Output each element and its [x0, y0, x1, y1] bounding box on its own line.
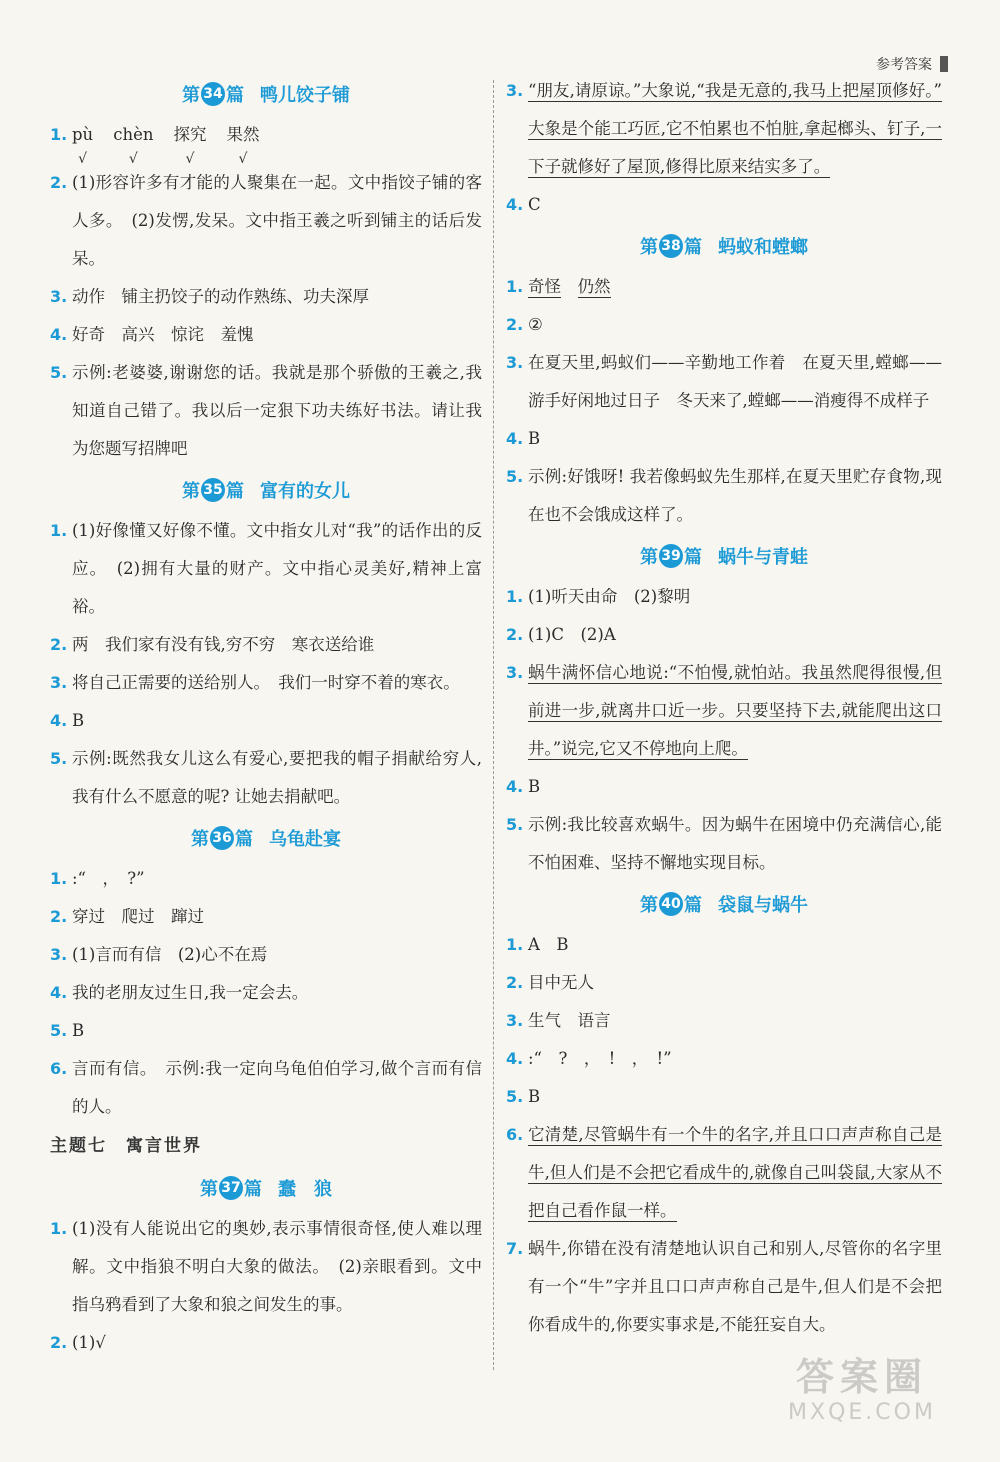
answer-item: 1. (1)听天由命 (2)黎明 [506, 587, 691, 606]
column-divider [493, 80, 494, 1370]
answer-item: 2. 目中无人 [506, 973, 594, 992]
answer-item: 4. :“ ? ， ! ， !” [506, 1049, 672, 1068]
check-icon: √ [78, 151, 88, 167]
section-title: 蠢 狼 [278, 1179, 332, 1200]
answer-item: 4. B [506, 777, 541, 796]
answer-item: 1. A B [506, 935, 569, 954]
answer-item: 3. 在夏天里,蚂蚁们——辛勤地工作着 在夏天里,螳螂——游手好闲地过日子 冬天来了,螳螂——消瘦得不成样子 [506, 353, 942, 410]
section-heading-37 [50, 1166, 482, 1210]
circle-number: 38 [659, 234, 683, 258]
section-heading-40 [506, 882, 942, 926]
section-title: 蜗牛与青蛙 [718, 547, 808, 568]
section-number-badge: 第 35 篇 [182, 477, 244, 503]
answer-item: 2. 两 我们家有没有钱,穷不穷 寒衣送给谁 [50, 635, 375, 654]
watermark-url: MXQE.COM [788, 1400, 936, 1425]
answer-item: 3. 动作 铺主扔饺子的动作熟练、功夫深厚 [50, 287, 369, 306]
right-column [506, 72, 942, 1344]
answer-item: 1. :“ ， ?” [50, 869, 145, 888]
answer-item: 3. 蜗牛满怀信心地说:“不怕慢,就怕站。我虽然爬得很慢,但前进一步,就离井口近一步。只要坚持下去,就能爬出这口井。”说完,它又不停地向上爬。 [506, 663, 942, 758]
header-mark-icon [940, 56, 948, 72]
circle-number: 37 [219, 1176, 243, 1200]
answer-item: 5. 示例:我比较喜欢蜗牛。因为蜗牛在困境中仍充满信心,能不怕困难、坚持不懈地实现目标。 [506, 815, 942, 872]
underlined-answer: 大象是个能工巧匠,它不怕累也不怕脏,拿起榔头、钉子,一下子就修好了屋顶,修得比原来结实多了。 [528, 119, 942, 176]
answer-item: 5. 示例:好饿呀! 我若像蚂蚁先生那样,在夏天里贮存食物,现在也不会饿成这样了。 [506, 467, 942, 524]
circle-number: 36 [210, 826, 234, 850]
answer-item: 1. (1)没有人能说出它的奥妙,表示事情很奇怪,使人难以理解。文中指狼不明白大象的做法。 (2)亲眼看到。文中指乌鸦看到了大象和狼之间发生的事。 [50, 1219, 482, 1314]
answer-item: 3. 将自己正需要的送给别人。 我们一时穿不着的寒衣。 [50, 673, 460, 692]
section-title: 袋鼠与蜗牛 [718, 895, 808, 916]
answer-item: 2. ② [506, 315, 543, 334]
answer-item: 3. (1)言而有信 (2)心不在焉 [50, 945, 268, 964]
answer-item: 5. B [506, 1087, 541, 1106]
theme-heading: 主题七 寓言世界 [50, 1136, 202, 1156]
answer-item: 5. B [50, 1021, 85, 1040]
answer-item: 4. 我的老朋友过生日,我一定会去。 [50, 983, 309, 1002]
section-heading-38 [506, 224, 942, 268]
answer-item: 2. 穿过 爬过 蹿过 [50, 907, 204, 926]
section-number-badge: 第 38 篇 [640, 233, 702, 259]
section-number-badge: 第 40 篇 [640, 891, 702, 917]
underlined-answer: 蜗牛满怀信心地说:“不怕慢,就怕站。我虽然爬得很慢,但前进一步,就离井口近一步。只要坚持下去,就能爬出这口井。”说完,它又不停地向上爬。 [528, 663, 942, 758]
section-heading-39 [506, 534, 942, 578]
answer-item: 3. “朋友,请原谅。”大象说,“我是无意的,我马上把屋顶修好。” 大象是个能工巧匠,它不怕累也不怕脏,拿起榔头、钉子,一下子就修好了屋顶,修得比原来结实多了。 [506, 81, 942, 176]
circle-number: 40 [659, 892, 683, 916]
underlined-answer: 它清楚,尽管蜗牛有一个牛的名字,并且口口声声称自己是牛,但人们是不会把它看成牛的,就像自己叫袋鼠,大家从不把自己看作鼠一样。 [528, 1125, 942, 1220]
underlined-answer: 仍然 [577, 277, 611, 296]
section-number-badge: 第 39 篇 [640, 543, 702, 569]
answer-item: 4. 好奇 高兴 惊诧 羞愧 [50, 325, 254, 344]
section-number-badge: 第 34 篇 [182, 81, 244, 107]
section-heading-34 [50, 72, 482, 116]
check-icon: √ [185, 151, 195, 167]
answer-item: 2. (1)形容许多有才能的人聚集在一起。文中指饺子铺的客人多。 (2)发愣,发呆。文中指王羲之听到铺主的话后发呆。 [50, 173, 482, 268]
answer-item: 4. B [506, 429, 541, 448]
answer-item: 4. B [50, 711, 85, 730]
answer-item: 6. 言而有信。 示例:我一定向乌龟伯伯学习,做个言而有信的人。 [50, 1059, 482, 1116]
circle-number: 34 [201, 82, 225, 106]
answer-item: 1. pù √ chèn √ 探究 √ 果然 √ [50, 116, 482, 164]
answer-item: 5. 示例:既然我女儿这么有爱心,要把我的帽子捐献给穷人,我有什么不愿意的呢? 让她去捐献吧。 [50, 749, 482, 806]
answer-item: 5. 示例:老婆婆,谢谢您的话。我就是那个骄傲的王羲之,我知道自己错了。我以后一定狠下功夫练好书法。请让我为您题写招牌吧 [50, 363, 482, 458]
answer-item: 1. (1)好像懂又好像不懂。文中指女儿对“我”的话作出的反应。 (2)拥有大量的财产。文中指心灵美好,精神上富裕。 [50, 521, 482, 616]
underlined-answer: “朋友,请原谅。”大象说,“我是无意的,我马上把屋顶修好。” [528, 81, 942, 100]
watermark-logo [752, 1354, 972, 1434]
circle-number: 35 [201, 478, 225, 502]
section-title: 乌龟赴宴 [269, 829, 341, 850]
left-column [50, 72, 482, 1362]
section-number-badge: 第 37 篇 [200, 1175, 262, 1201]
section-heading-36 [50, 816, 482, 860]
answer-item: 2. (1)C (2)A [506, 625, 616, 644]
section-title: 蚂蚁和螳螂 [718, 237, 808, 258]
section-title: 富有的女儿 [260, 481, 350, 502]
answer-item: 1. 奇怪 仍然 [506, 277, 611, 296]
section-number-badge: 第 36 篇 [191, 825, 253, 851]
answer-item: 2. (1)√ [50, 1333, 106, 1352]
answer-item: 4. C [506, 195, 541, 214]
section-title: 鸭儿饺子铺 [260, 85, 350, 106]
answer-item: 3. 生气 语言 [506, 1011, 611, 1030]
pinyin-answers: pù √ chèn √ 探究 √ 果然 √ [72, 125, 260, 167]
section-heading-35 [50, 468, 482, 512]
header-title: 参考答案 [876, 57, 932, 73]
underlined-answer: 奇怪 [528, 277, 561, 296]
check-icon: √ [128, 151, 138, 167]
check-icon: √ [238, 151, 248, 167]
circle-number: 39 [659, 544, 683, 568]
answer-item: 6. 它清楚,尽管蜗牛有一个牛的名字,并且口口声声称自己是牛,但人们是不会把它看成牛的,就像自己叫袋鼠,大家从不把自己看作鼠一样。 [506, 1125, 942, 1220]
watermark-text: 答案圈 [795, 1355, 928, 1399]
answer-item: 7. 蜗牛,你错在没有清楚地认识自己和别人,尽管你的名字里有一个“牛”字并且口口声声称自己是牛,但人们是不会把你看成牛的,你要实事求是,不能狂妄自大。 [506, 1239, 942, 1334]
